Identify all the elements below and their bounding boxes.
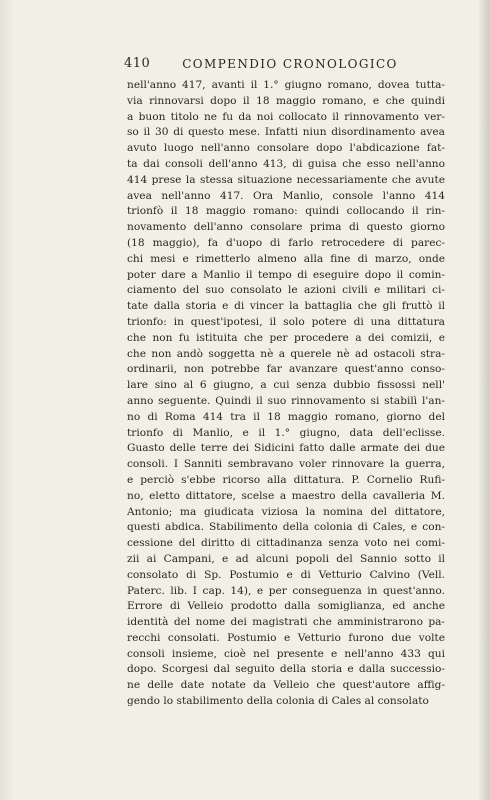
text-line: trionfo: in quest'ipotesi, il solo potere di una dittatura	[127, 315, 445, 328]
text-line: consoli. I Sanniti sembravano voler rinnovare la guerra,	[127, 458, 445, 471]
text-line: e perciò s'ebbe ricorso alla dittatura. P. Cornelio Rufi-	[127, 473, 445, 486]
page-edge	[479, 0, 489, 800]
text-line: dopo. Scorgesi dal seguito della storia e dalla successio-	[127, 663, 445, 676]
text-line: ne delle date notate da Velleio che quest'autore affig-	[127, 679, 445, 692]
text-line: (18 maggio), fa d'uopo di farlo retrocedere di parec-	[127, 236, 445, 249]
text-line: lare sino al 6 giugno, a cui senza dubbio fissossi nell'	[127, 379, 445, 392]
text-line: poter dare a Manlio il tempo di eseguire dopo il comin-	[127, 268, 445, 281]
page-number: 410	[124, 56, 151, 71]
text-line: so il 30 di questo mese. Infatti niun disordinamento avea	[127, 126, 445, 139]
text-line: consolato di Sp. Postumio e di Vetturio Calvino (Vell.	[127, 568, 445, 581]
text-line: avea nell'anno 417. Ora Manlio, console l'anno 414	[127, 189, 445, 202]
text-line: novamento dell'anno consolare prima di questo giorno	[127, 221, 445, 234]
page-gutter-shadow	[0, 0, 14, 800]
page-header	[124, 56, 424, 72]
text-line: nell'anno 417, avanti il 1.° giugno romano, dovea tutta-	[127, 79, 445, 91]
text-line: ta dai consoli dell'anno 413, di guisa che esso nell'anno	[127, 157, 445, 170]
text-line: consoli insieme, cioè nel presente e nell'anno 433 qui	[127, 647, 445, 660]
body-text	[127, 78, 445, 710]
text-line: gendo lo stabilimento della colonia di Cales al consolato	[127, 695, 429, 708]
text-line: anno seguente. Quindi il suo rinnovamento si stabilì l'an-	[127, 394, 445, 407]
text-line: cessione del diritto di cittadinanza senza voto nei comi-	[127, 537, 445, 550]
text-line: 414 prese la stessa situazione necessariamente che avute	[127, 173, 445, 186]
text-line: recchi consolati. Postumio e Vetturio furono due volte	[127, 631, 445, 644]
text-line: a buon titolo ne fu da noi collocato il rinnovamento ver-	[127, 110, 445, 123]
text-line: no di Roma 414 tra il 18 maggio romano, giorno del	[127, 410, 445, 423]
text-line: ciamento del suo consolato le azioni civili e militari ci-	[127, 284, 445, 297]
text-line: tate dalla storia e di vincer la battaglia che gli fruttò il	[127, 300, 445, 313]
text-line: chi mesi e rimetterlo almeno alla fine di marzo, onde	[127, 252, 445, 265]
text-line: identità del nome dei magistrati che amministrarono pa-	[127, 616, 445, 629]
text-line: ordinarii, non potrebbe far avanzare quest'anno conso-	[127, 363, 445, 376]
text-line: zii ai Campani, e ad alcuni popoli del Sannio sotto il	[127, 552, 445, 565]
text-line: questi abdica. Stabilimento della colonia di Cales, e con-	[127, 521, 445, 534]
text-line: trionfo di Manlio, e il 1.° giugno, data dell'eclisse.	[127, 426, 445, 439]
text-line: che non andò soggetta nè a querele nè ad ostacoli stra-	[127, 347, 445, 360]
running-title: COMPENDIO CRONOLOGICO	[182, 57, 398, 71]
text-line: no, eletto dittatore, scelse a maestro della cavalleria M.	[127, 489, 445, 502]
text-line: Errore di Velleio prodotto dalla somiglianza, ed anche	[127, 600, 445, 613]
text-line: Guasto delle terre dei Sidicini fatto dalle armate dei due	[127, 442, 445, 455]
text-line: trionfò il 18 maggio romano: quindi collocando il rin-	[127, 205, 445, 218]
text-line: Antonio; ma giudicata viziosa la nomina del dittatore,	[127, 505, 445, 518]
text-line: Paterc. lib. I cap. 14), e per conseguenza in quest'anno.	[127, 584, 445, 597]
text-line: via rinnovarsi dopo il 18 maggio romano, e che quindi	[127, 94, 445, 107]
text-line: avuto luogo nell'anno consolare dopo l'abdicazione fat-	[127, 142, 445, 155]
text-line: che non fu istituita che per procedere a dei comizii, e	[127, 331, 445, 344]
